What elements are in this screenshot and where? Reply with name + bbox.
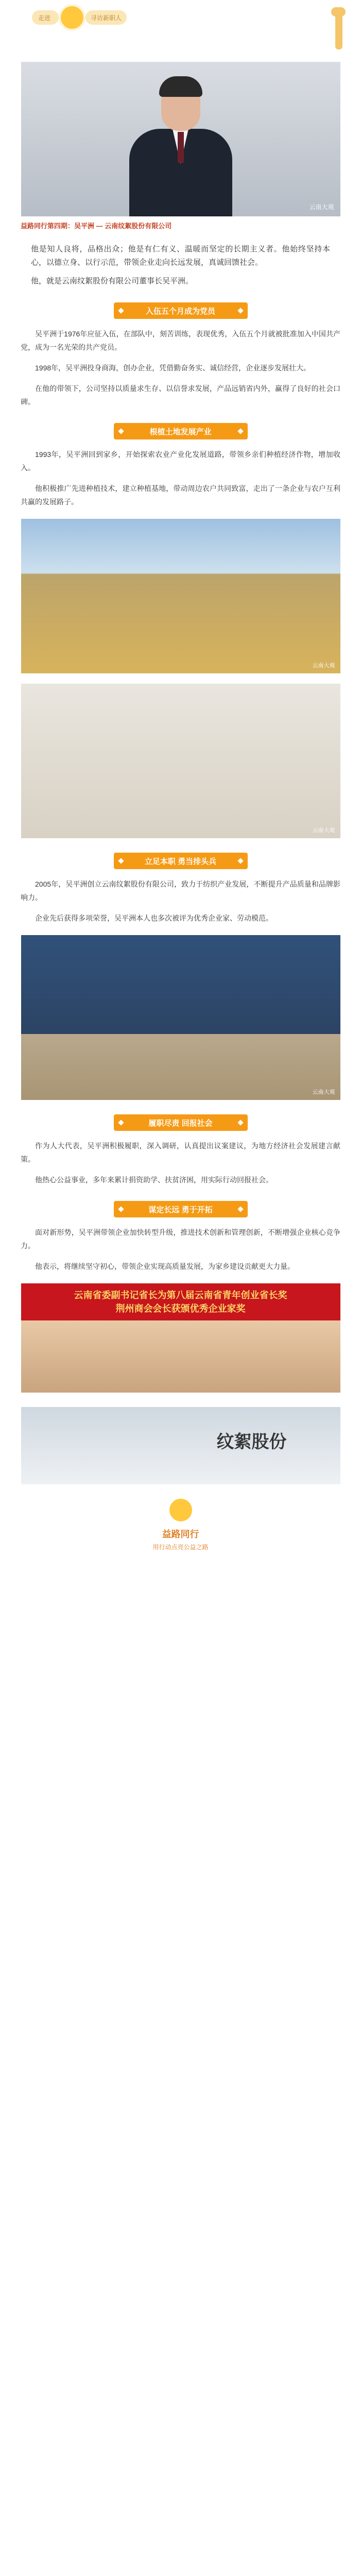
banner-headline: 云南省委副书记省长为第八届云南省青年创业省长奖: [74, 1290, 287, 1300]
section-paragraph: 他积极推广先进种植技术，建立种植基地，带动周边农户共同致富，走出了一条企业与农户互利共赢的发展路子。: [21, 484, 340, 506]
hero-watermark: 云南大观: [309, 204, 334, 211]
section-paragraph: 他表示，将继续坚守初心，带领企业实现高质量发展，为家乡建设贡献更大力量。: [35, 1262, 295, 1270]
footer: [0, 1499, 361, 1551]
company-sign: 纹絮股份: [216, 1432, 287, 1452]
hero-portrait: [21, 62, 340, 216]
person-illustration: [129, 67, 232, 216]
photo-watermark: 云南大观: [312, 1089, 335, 1095]
photo-watermark: 云南大观: [312, 827, 335, 834]
stage-photo: [21, 935, 340, 1100]
hero-caption: 益路同行第四期：吴平洲 — 云南纹絮股份有限公司: [21, 222, 172, 230]
intro-paragraph: 他，就是云南纹絮股份有限公司董事长吴平洲。: [31, 277, 194, 285]
footer-logo-icon: [169, 1499, 192, 1521]
section-paragraph: 作为人大代表，吴平洲积极履职，深入调研，认真提出议案建议，为地方经济社会发展建言献策。: [21, 1142, 340, 1163]
section-paragraph: 面对新形势，吴平洲带领企业加快转型升级，推进技术创新和管理创新，不断增强企业核心竞争力。: [21, 1228, 340, 1250]
intro-paragraph: 他是知人良将，品格出众；他是有仁有义、温暖而坚定的长期主义者。他始终坚持本心，以德立身、以行示范，带领企业走向长远发展，真诚回馈社会。: [31, 245, 330, 267]
section-title: 根植土地发展产业: [114, 423, 248, 439]
banner-subline: 荆州商会会长获颁优秀企业家奖: [115, 1303, 246, 1314]
section-paragraph: 吴平洲于1976年应征入伍，在部队中，刻苦训练，表现优秀，入伍五个月就被批准加入中国共产党，成为一名光荣的共产党员。: [21, 330, 340, 351]
article-header: [0, 0, 361, 62]
section-paragraph: 1998年，吴平洲投身商海，创办企业，凭借勤奋务实、诚信经营，企业逐步发展壮大。: [35, 364, 311, 372]
section-title: 入伍五个月成为党员: [114, 302, 248, 319]
office-photo: [21, 684, 340, 838]
footer-slogan: 用行动点亮公益之路: [152, 1544, 209, 1551]
section-paragraph: 2005年，吴平洲创立云南纹絮股份有限公司，致力于纺织产业发展，不断提升产品质量和品牌影响力。: [21, 880, 340, 902]
photo-watermark: 云南大观: [312, 663, 335, 669]
section-paragraph: 他热心公益事业，多年来累计捐资助学、扶贫济困，用实际行动回报社会。: [35, 1176, 273, 1184]
footer-brand: 益路同行: [162, 1529, 199, 1539]
company-photo: [21, 1407, 340, 1484]
section-paragraph: 企业先后获得多项荣誉，吴平洲本人也多次被评为优秀企业家、劳动模范。: [35, 914, 273, 922]
intro-block: [31, 243, 330, 288]
section-title: 立足本职 勇当排头兵: [114, 853, 248, 869]
section-title: 履职尽责 回报社会: [114, 1114, 248, 1131]
banner-headline-box: [21, 1283, 340, 1320]
giraffe-icon: [328, 4, 349, 56]
section-paragraph: 在他的带领下，公司坚持以质量求生存、以信誉求发展，产品远销省内外，赢得了良好的社会口碑。: [21, 384, 340, 406]
brand-logo-icon: [59, 4, 85, 31]
tag-right-label: 寻访新职人: [91, 14, 122, 22]
tag-left-label: 走进: [38, 14, 51, 22]
award-group-photo: [21, 1320, 340, 1393]
field-photo: [21, 519, 340, 673]
award-banner: [21, 1283, 340, 1397]
section-title: 谋定长远 勇于开拓: [114, 1201, 248, 1217]
section-paragraph: 1993年，吴平洲回到家乡，开始探索农业产业化发展道路，带领乡亲们种植经济作物，增加收入。: [21, 450, 340, 472]
